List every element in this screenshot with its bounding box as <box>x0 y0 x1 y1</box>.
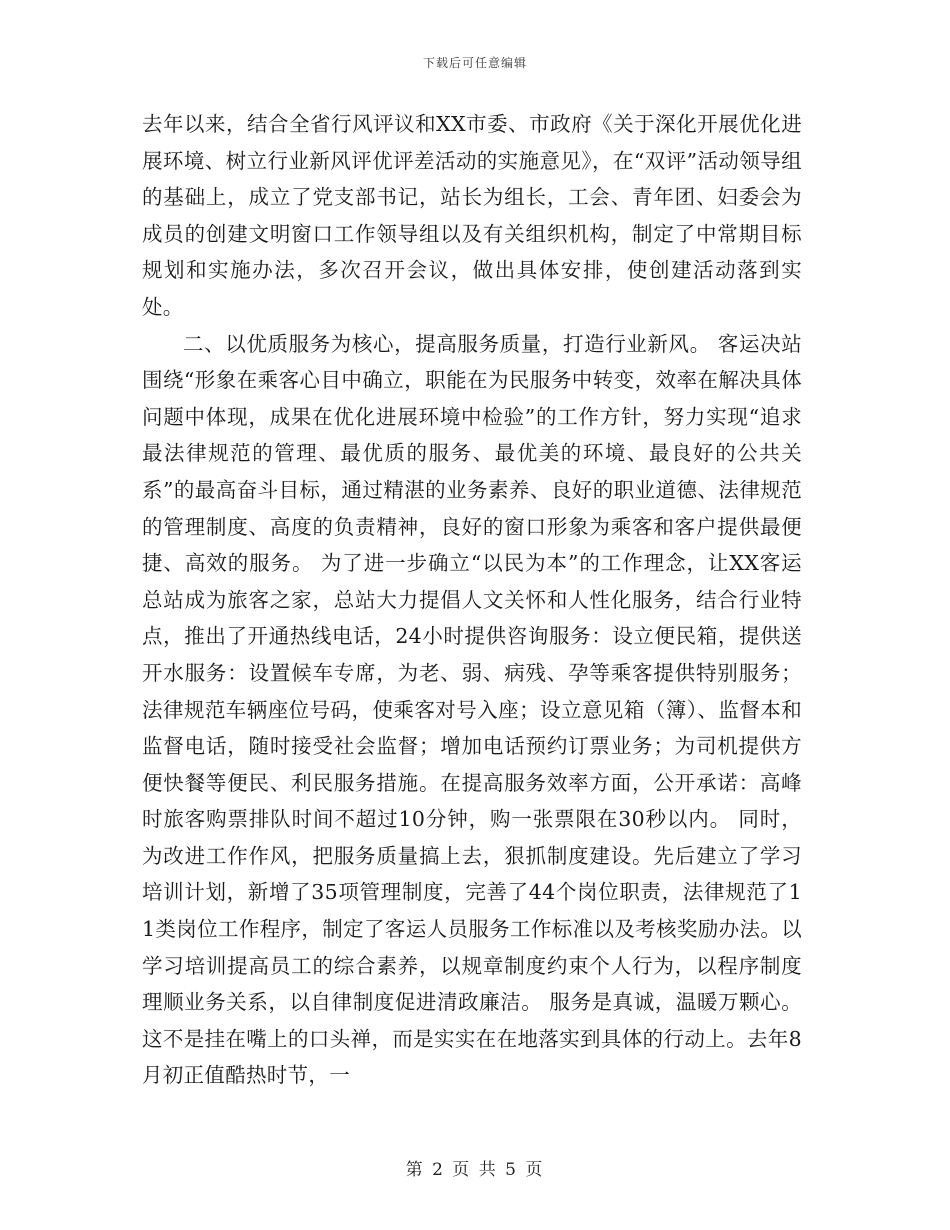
page-header: 下载后可任意编辑 <box>422 56 527 70</box>
paragraph-2: 二、以优质服务为核心，提高服务质量，打造行业新风。 客运决站围绕“形象在乘客心目中确立，职能在为民服务中转变，效率在解决具体问题中体现，成果在优化进展环境中检验”的工作方针，努力实现“追求最法律规范的管理、最优质的服务、最优美的环境、最良好的公共关系”的最高奋斗目标，通过精湛的业务素养、良好的职业道德、法律规范的管理制度、高度的负责精神，良好的窗口形象为乘客和客户提供最便捷、高效的服务。 为了进一步确立“以民为本”的工作理念，让XX客运总站成为旅客之家，总站大力提倡人文关怀和人性化服务，结合行业特点，推出了开通热线电话，24小时提供咨询服务：设立便民箱，提供送开水服务：设置候车专席，为老、弱、病残、孕等乘客提供特别服务；法律规范车辆座位号码，使乘客对号入座；设立意见箱（簿）、监督本和监督电话，随时接受社会监督；增加电话预约订票业务；为司机提供方便快餐等便民、利民服务措施。在提高服务效率方面，公开承诺：高峰时旅客购票排队时间不超过10分钟，购一张票限在30秒以内。 同时，为改进工作作风，把服务质量搞上去，狠抓制度建设。先后建立了学习培训计划，新增了35项管理制度，完善了44个岗位职责，法律规范了11类岗位工作程序，制定了客运人员服务工作标准以及考核奖励办法。以学习培训提高员工的综合素养，以规章制度约束个人行为，以程序制度理顺业务关系，以自律制度促进清政廉洁。 服务是真诚，温暖万颗心。这不是挂在嘴上的口头禅，而是实实在在地落实到具体的行动上。去年8月初正值酷热时节，一 <box>142 331 802 1088</box>
page-footer: 第 2 页 共 5 页 <box>405 1160 545 1180</box>
document-body <box>142 106 802 1094</box>
paragraph-1: 去年以来，结合全省行风评议和XX市委、市政府《关于深化开展优化进展环境、树立行业新风评优评差活动的实施意见》，在“双评”活动领导组的基础上，成立了党支部书记，站长为组长，工会、青年团、妇委会为成员的创建文明窗口工作领导组以及有关组织机构，制定了中常期目标规划和实施办法，多次召开会议，做出具体安排，使创建活动落到实处。 <box>142 112 802 319</box>
